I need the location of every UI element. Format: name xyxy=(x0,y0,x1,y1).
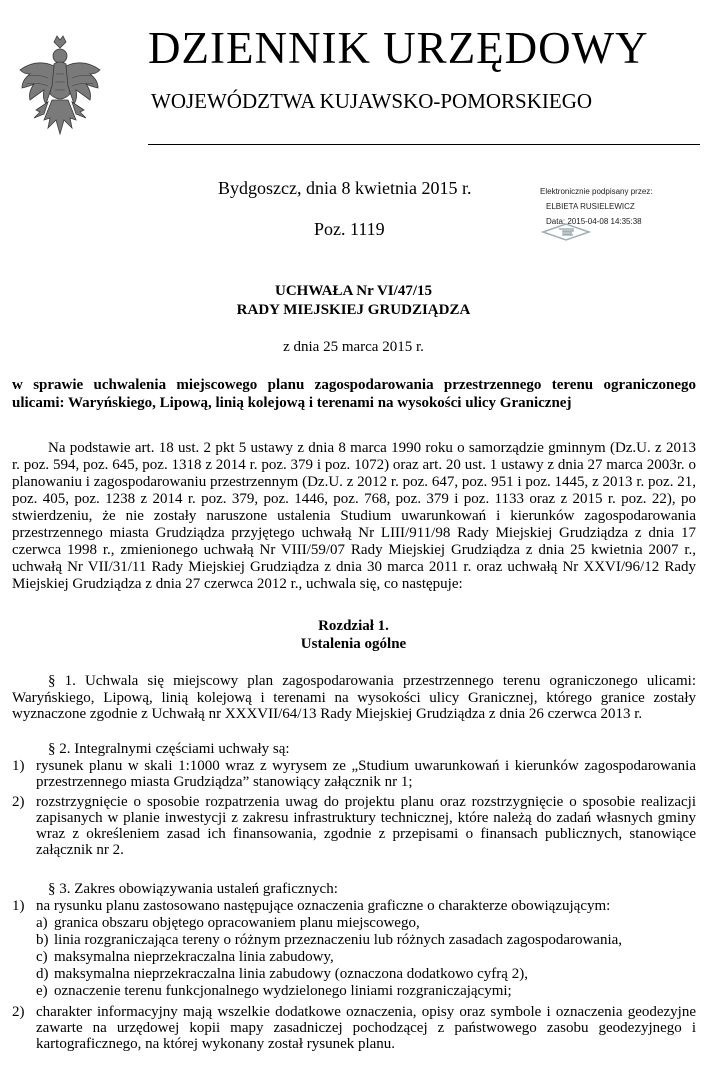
item-number: 2) xyxy=(12,794,25,810)
section-2-item-1 xyxy=(12,758,696,790)
section-3-subitem-b: b) linia rozgraniczająca tereny o różnym przeznaczeniu lub różnych zasadach zagospodarowania, xyxy=(36,932,623,948)
gazette-subtitle: WOJEWÓDZTWA KUJAWSKO-POMORSKIEGO xyxy=(151,89,593,113)
header-divider xyxy=(148,144,700,145)
signature-date: Data: 2015-04-08 14:35:38 xyxy=(546,217,642,226)
section-1-paragraph: § 1. Uchwala się miejscowy plan zagospodarowania przestrzennego terenu ograniczonego ulicami: Waryńskiego, Lipową, linią kolejową i terenami na wysokości ulicy Granicznej, którego granice zostały wyznaczone zgodnie z Uchwałą nr XXXVII/64/13 Rady Miejskiej Grudziądza z dnia 26 czerwca 2013 r. xyxy=(12,673,696,722)
signature-signer: ELBIETA RUSIELEWICZ xyxy=(546,202,635,211)
resolution-number: UCHWAŁA Nr VI/47/15 xyxy=(275,283,432,299)
item-text: rysunek planu w skali 1:1000 wraz z wyrysem ze „Studium uwarunkowań i kierunków zagospodarowania przestrzennego miasta Grudziądza” stanowiący załącznik nr 1; xyxy=(36,758,696,790)
chapter-title: Ustalenia ogólne xyxy=(300,636,407,652)
section-3-subitem-c: c) maksymalna nieprzekraczalna linia zabudowy, xyxy=(36,949,334,965)
chapter-number: Rozdział 1. xyxy=(318,618,389,634)
item-text: na rysunku planu zastosowano następujące oznaczenia graficzne o charakterze obowiązującym: xyxy=(36,898,611,914)
item-text: rozstrzygnięcie o sposobie rozpatrzenia uwag do projektu planu oraz rozstrzygnięcie o sposobie realizacji zapisanych w planie inwestycji z zakresu infrastruktury technicznej, które należą do zadań własnych gminy wraz z określeniem zasad ich finansowania, zgodnie z przepisami o finansach publicznych, stanowiące załącznik nr 2. xyxy=(36,794,696,858)
section-3-item-2 xyxy=(12,1004,696,1052)
section-3-subitem-d: d) maksymalna nieprzekraczalna linia zabudowy (oznaczona dodatkowo cyfrą 2), xyxy=(36,966,528,982)
resolution-date: z dnia 25 marca 2015 r. xyxy=(283,339,424,355)
item-number: 1) xyxy=(12,758,25,774)
item-number: 1) xyxy=(12,898,25,914)
item-number: 2) xyxy=(12,1004,25,1020)
e-signature-logo-icon xyxy=(541,222,591,242)
section-3-subitem-e: e) oznaczenie terenu funkcjonalnego wydzielonego liniami rozgraniczającymi; xyxy=(36,983,512,999)
place-and-date: Bydgoszcz, dnia 8 kwietnia 2015 r. xyxy=(218,178,472,198)
resolution-subject: w sprawie uchwalenia miejscowego planu zagospodarowania przestrzennego terenu ograniczonego ulicami: Waryńskiego, Lipową, linią kolejową i terenami na wysokości ulicy Granicznej xyxy=(12,377,696,411)
gazette-title: DZIENNIK URZĘDOWY xyxy=(148,23,649,73)
polish-eagle-emblem-icon xyxy=(14,30,106,142)
resolution-council: RADY MIEJSKIEJ GRUDZIĄDZA xyxy=(236,302,471,318)
position-number: Poz. 1119 xyxy=(314,219,385,239)
item-text: charakter informacyjny mają wszelkie dodatkowe oznaczenia, opisy oraz symbole i oznaczenia geodezyjne zawarte na urzędowej kopii mapy zasadniczej pochodzącej z państwowego zasobu geodezyjnego i kartograficznego, na której wykonany został rysunek planu. xyxy=(36,1004,696,1052)
section-2-lead: § 2. Integralnymi częściami uchwały są: xyxy=(48,741,290,757)
preamble-paragraph: Na podstawie art. 18 ust. 2 pkt 5 ustawy z dnia 8 marca 1990 roku o samorządzie gminnym (Dz.U. z 2013 r. poz. 594, poz. 645, poz. 1318 z 2014 r. poz. 379 i poz. 1072) oraz art. 20 ust. 1 ustawy z dnia 27 marca 2003r. o planowaniu i zagospodarowaniu przestrzennym (Dz.U. z 2012 r. poz. 647, poz. 951 i poz. 1445, z 2013 r. poz. 21, poz. 405, poz. 1238 z 2014 r. poz. 379, poz. 1446, poz. 768, poz. 379 i poz. 1133 oraz z 2015 r. poz. 22), po stwierdzeniu, że nie zostały naruszone ustalenia Studium uwarunkowań i kierunków zagospodarowania przestrzennego miasta Grudziądza przyjętego uchwałą Nr LIII/911/98 Rady Miejskiej Grudziądza z dnia 17 czerwca 1998 r., zmienionego uchwałą Nr VIII/59/07 Rady Miejskiej Grudziądza z dnia 25 kwietnia 2007 r., uchwałą Nr VII/31/11 Rady Miejskiej Grudziądza z dnia 30 marca 2011 r. oraz uchwałą Nr XXVI/96/12 Rady Miejskiej Grudziądza z dnia 27 czerwca 2012 r., uchwala się, co następuje: xyxy=(12,440,696,592)
signature-label: Elektronicznie podpisany przez: xyxy=(540,187,653,196)
section-3-item-1 xyxy=(12,898,696,914)
section-3-lead: § 3. Zakres obowiązywania ustaleń graficznych: xyxy=(48,881,338,897)
section-3-subitem-a: a) granica obszaru objętego opracowaniem planu miejscowego, xyxy=(36,915,420,931)
section-2-item-2 xyxy=(12,794,696,858)
